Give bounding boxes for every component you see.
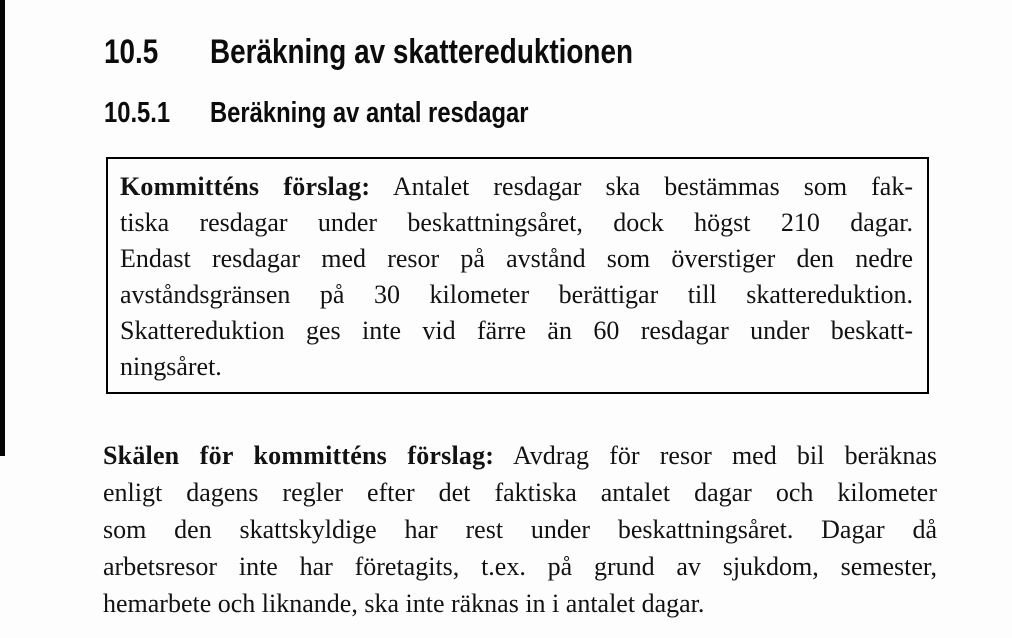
reasons-lead: Skälen för kommitténs förslag: xyxy=(103,441,495,470)
scan-edge-artifact xyxy=(0,0,5,456)
section-heading xyxy=(104,33,726,72)
reasons-line: enligt dagens regler efter det faktiska antalet dagar och kilometer xyxy=(103,478,937,507)
reasons-paragraph xyxy=(103,437,937,622)
section-title: Beräkning av skattereduktionen xyxy=(210,33,633,71)
reasons-line-text: Avdrag för resor med bil beräknas xyxy=(494,441,937,470)
subsection-title: Beräkning av antal resdagar xyxy=(210,97,529,129)
proposal-line xyxy=(120,169,913,205)
proposal-line: Skattereduktion ges inte vid färre än 60 resdagar under beskatt- xyxy=(120,316,913,345)
subsection-heading xyxy=(104,97,598,130)
proposal-line-text: Antalet resdagar ska bestämmas som fak- xyxy=(370,172,913,201)
proposal-line: ningsåret. xyxy=(120,352,222,381)
reasons-line: hemarbete och liknande, ska inte räknas in i antalet dagar. xyxy=(103,589,705,618)
subsection-number: 10.5.1 xyxy=(104,97,171,129)
section-number: 10.5 xyxy=(104,33,159,71)
proposal-line: tiska resdagar under beskattningsåret, dock högst 210 dagar. xyxy=(120,208,913,237)
proposal-lead: Kommitténs förslag: xyxy=(120,172,371,201)
reasons-line: arbetsresor inte har företagits, t.ex. på grund av sjukdom, semester, xyxy=(103,552,937,581)
reasons-line: som den skattskyldige har rest under beskattningsåret. Dagar då xyxy=(103,515,937,544)
proposal-line: avståndsgränsen på 30 kilometer berättigar till skattereduktion. xyxy=(120,280,913,309)
proposal-box xyxy=(106,157,929,394)
reasons-line xyxy=(103,437,937,474)
proposal-line: Endast resdagar med resor på avstånd som överstiger den nedre xyxy=(120,244,913,273)
